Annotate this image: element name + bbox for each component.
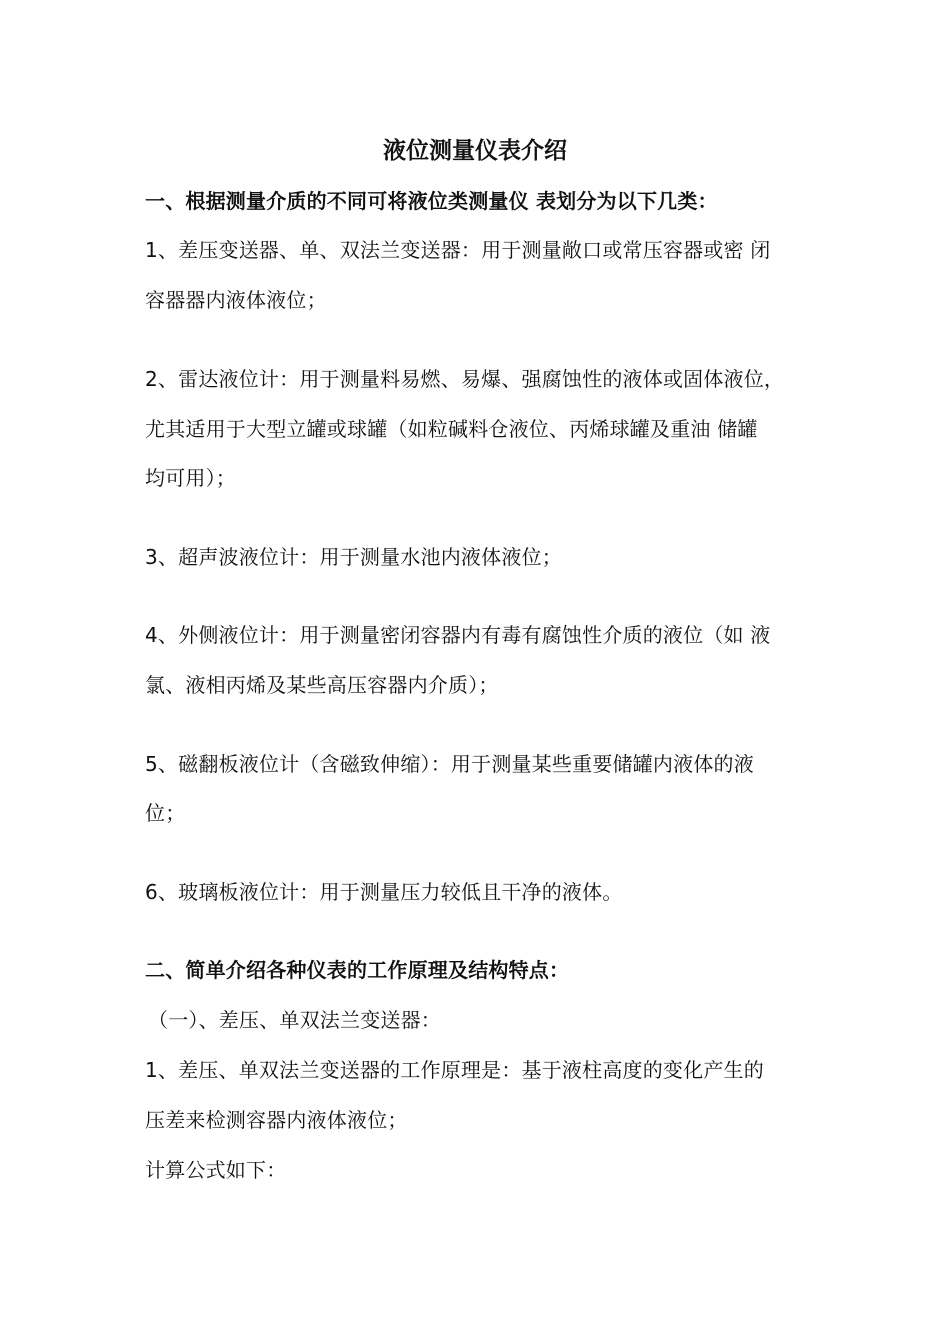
item-3-line-1: 3、超声波液位计：用于测量水池内液体液位； <box>145 545 562 569</box>
page-title: 液位测量仪表介绍 <box>383 138 567 164</box>
principle-line-1: 1、差压、单双法兰变送器的工作原理是：基于液柱高度的变化产生的 <box>145 1058 764 1082</box>
item-1-line-1: 1、差压变送器、单、双法兰变送器：用于测量敞口或常压容器或密 闭 <box>145 238 771 262</box>
item-6-line-1: 6、玻璃板液位计：用于测量压力较低且干净的液体。 <box>145 880 623 904</box>
item-2-line-2: 尤其适用于大型立罐或球罐（如粒碱料仓液位、丙烯球罐及重油 储罐 <box>145 417 758 441</box>
section-2-heading: 二、简单介绍各种仪表的工作原理及结构特点： <box>145 958 570 982</box>
section-2-subheading: （一）、差压、单双法兰变送器： <box>148 1008 441 1032</box>
item-2-line-1: 2、雷达液位计：用于测量料易燃、易爆、强腐蚀性的液体或固体液位， <box>145 367 785 391</box>
item-5-line-2: 位； <box>145 801 186 825</box>
item-2-line-3: 均可用）； <box>145 466 236 490</box>
item-4-line-2: 氯、液相丙烯及某些高压容器内介质）； <box>145 673 499 697</box>
principle-line-2: 压差来检测容器内液体液位； <box>145 1108 408 1132</box>
item-1-line-2: 容器器内液体液位； <box>145 288 327 312</box>
item-5-line-1: 5、磁翻板液位计（含磁致伸缩）：用于测量某些重要储罐内液体的液 <box>145 752 754 776</box>
item-4-line-1: 4、外侧液位计：用于测量密闭容器内有毒有腐蚀性介质的液位（如 液 <box>145 623 771 647</box>
formula-label: 计算公式如下： <box>145 1158 287 1182</box>
section-1-heading: 一、根据测量介质的不同可将液位类测量仪 表划分为以下几类： <box>145 189 718 213</box>
